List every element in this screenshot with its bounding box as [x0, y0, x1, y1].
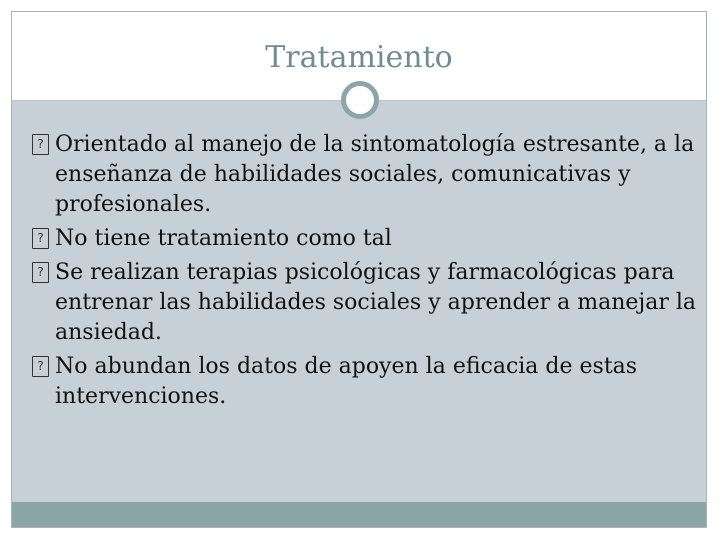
circle-ornament-icon [341, 81, 379, 119]
list-item [18, 224, 698, 254]
bullet-list [18, 130, 698, 416]
bullet-text: No abundan los datos de apoyen la eficacia de estas intervenciones. [55, 354, 638, 409]
bullet-text: No tiene tratamiento como tal [55, 226, 392, 251]
missing-glyph-icon: ? [32, 228, 49, 249]
missing-glyph-icon: ? [32, 356, 49, 377]
missing-glyph-icon: ? [32, 134, 49, 155]
bullet-text: Se realizan terapias psicológicas y farmacológicas para entrenar las habilidades sociales y aprender a manejar la ansiedad. [55, 260, 697, 345]
slide-title: Tratamiento [265, 40, 453, 75]
bullet-text: Orientado al manejo de la sintomatología estresante, a la enseñanza de habilidades sociales, comunicativas y profesionales. [55, 132, 695, 217]
list-item [18, 258, 698, 348]
list-item [18, 130, 698, 220]
footer-bar [12, 502, 706, 527]
list-item [18, 352, 698, 412]
slide [11, 11, 707, 528]
missing-glyph-icon: ? [32, 262, 49, 283]
